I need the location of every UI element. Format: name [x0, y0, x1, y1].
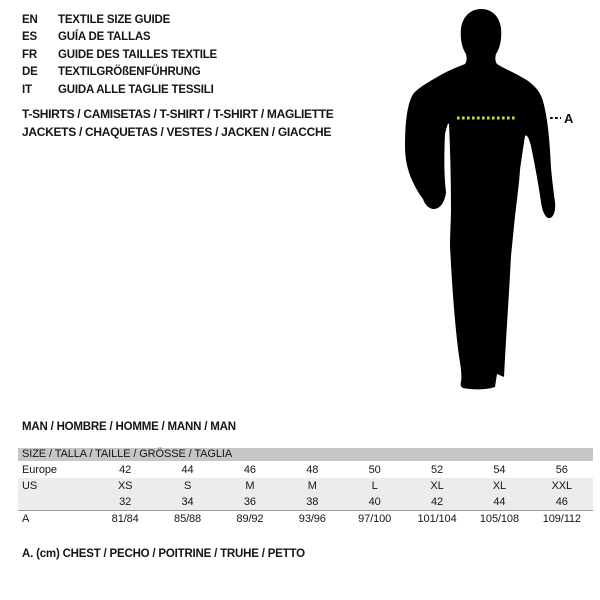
- table-cell: 85/88: [174, 513, 202, 525]
- table-cell: 101/104: [417, 513, 457, 525]
- table-row-numeric: [18, 494, 593, 510]
- language-code: FR: [22, 48, 37, 61]
- language-code: DE: [22, 66, 38, 79]
- table-cell: 52: [431, 464, 444, 476]
- measurement-footnote: A. (cm) CHEST / PECHO / POITRINE / TRUHE / PETTO: [22, 548, 305, 560]
- table-cell: S: [183, 480, 192, 492]
- table-cell: XL: [430, 480, 444, 492]
- table-row-chest-a: [18, 510, 593, 527]
- language-title: GUIDE DES TAILLES TEXTILE: [58, 48, 217, 61]
- table-cell: M: [245, 480, 255, 492]
- language-title: TEXTILE SIZE GUIDE: [58, 14, 171, 26]
- language-list: [22, 12, 217, 99]
- table-cell: 42: [119, 464, 132, 476]
- table-cell: XL: [492, 480, 507, 492]
- table-cell: 93/96: [298, 513, 326, 525]
- category-jackets: JACKETS / CHAQUETAS / VESTES / JACKEN / GIACCHE: [22, 125, 332, 139]
- language-row-en: [22, 12, 217, 29]
- category-list: [22, 105, 334, 141]
- table-cell: XS: [117, 480, 133, 492]
- language-code: EN: [22, 14, 38, 26]
- table-cell: 56: [555, 464, 568, 476]
- section-title-man: MAN / HOMBRE / HOMME / MANN / MAN: [22, 421, 236, 433]
- man-silhouette-svg: [403, 6, 578, 396]
- table-cell: 81/84: [111, 513, 139, 525]
- silhouette-path: [405, 9, 555, 389]
- language-code: IT: [22, 83, 32, 96]
- table-cell: 89/92: [236, 513, 264, 525]
- category-tshirts: T-SHIRTS / CAMISETAS / T-SHIRT / T-SHIRT / MAGLIETTE: [22, 107, 334, 121]
- row-label: US: [22, 480, 38, 492]
- table-cell: 36: [243, 496, 256, 508]
- row-label: [18, 494, 94, 510]
- table-cell: 48: [306, 464, 319, 476]
- table-cell: 34: [181, 496, 194, 508]
- table-cell: 46: [243, 464, 256, 476]
- size-table: [18, 448, 593, 527]
- table-cell: 109/112: [542, 513, 581, 525]
- table-cell: XXL: [551, 480, 573, 492]
- language-row-it: [22, 82, 217, 99]
- table-cell: 97/100: [358, 513, 392, 525]
- language-title: GUIDA ALLE TAGLIE TESSILI: [58, 83, 214, 96]
- table-cell: 40: [368, 496, 381, 508]
- table-cell: 54: [493, 464, 506, 476]
- man-silhouette: [403, 6, 578, 396]
- language-code: ES: [22, 31, 37, 44]
- table-cell: 32: [119, 496, 132, 508]
- size-table-header: SIZE / TALLA / TAILLE / GRÖSSE / TAGLIA: [18, 448, 593, 461]
- table-row-us: [18, 478, 593, 494]
- table-cell: 38: [306, 496, 319, 508]
- table-cell: 44: [493, 496, 506, 508]
- table-cell: M: [307, 480, 317, 492]
- table-cell: 50: [368, 464, 381, 476]
- table-cell: 44: [181, 464, 194, 476]
- table-row-europe: [18, 462, 593, 478]
- row-label: Europe: [22, 464, 57, 476]
- language-row-fr: [22, 47, 217, 64]
- language-row-es: [22, 29, 217, 46]
- language-row-de: [22, 64, 217, 81]
- measurement-label-a: A: [564, 111, 574, 126]
- language-title: GUÍA DE TALLAS: [58, 31, 151, 44]
- row-label: A: [22, 513, 30, 525]
- table-cell: 42: [431, 496, 444, 508]
- table-cell: L: [371, 480, 378, 492]
- table-cell: 46: [555, 496, 568, 508]
- language-title: TEXTILGRÖßENFÜHRUNG: [58, 66, 201, 79]
- table-cell: 105/108: [479, 513, 519, 525]
